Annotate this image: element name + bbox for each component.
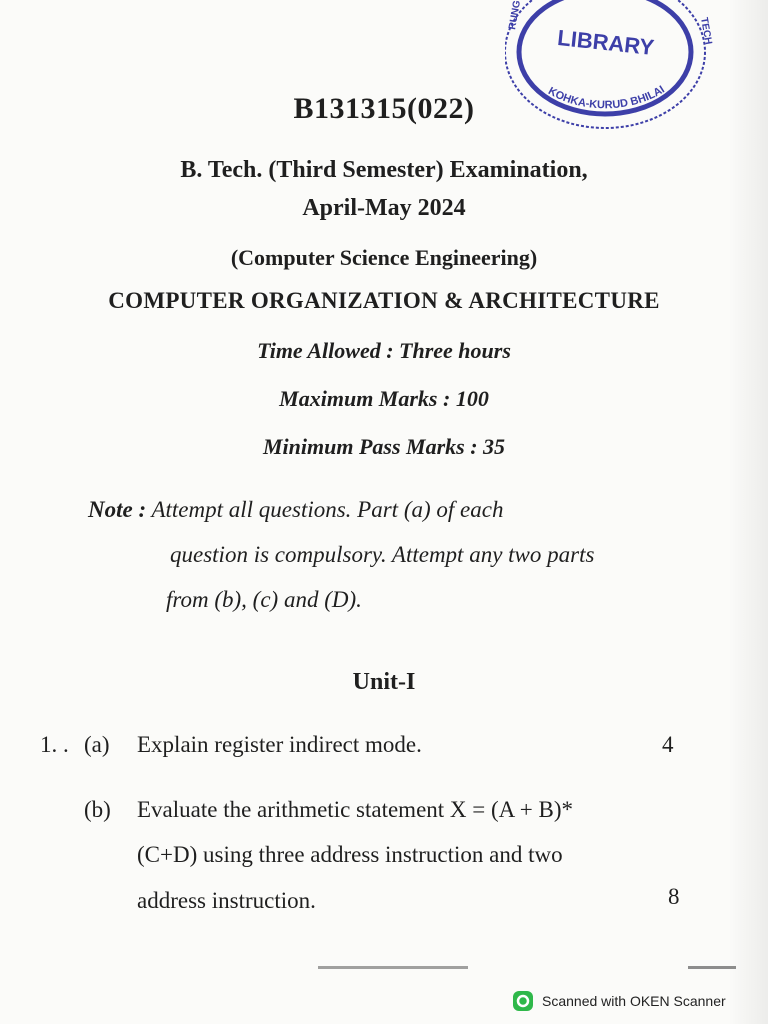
scanner-logo-icon	[512, 990, 534, 1012]
maximum-marks: Maximum Marks : 100	[279, 386, 489, 411]
exam-title-line1: B. Tech. (Third Semester) Examination,	[180, 157, 588, 183]
stamp-right-text: TECH	[698, 16, 714, 46]
minimum-pass-marks: Minimum Pass Marks : 35	[262, 434, 506, 459]
cut-off-text-fragment	[318, 965, 468, 971]
question-number: 1. .	[40, 732, 69, 757]
note-line-2: question is compulsory. Attempt any two parts	[170, 542, 595, 567]
cut-off-pto-fragment	[688, 965, 736, 971]
part-b-line-2: (C+D) using three address instruction and two	[137, 842, 563, 867]
part-b-marks: 8	[668, 884, 680, 909]
part-b-label: (b)	[84, 797, 111, 822]
scanner-watermark	[512, 987, 726, 1015]
scanner-text: Scanned with OKEN Scanner	[542, 993, 726, 1009]
subject-title: COMPUTER ORGANIZATION & ARCHITECTURE	[108, 288, 660, 313]
note-label: Note :	[88, 497, 147, 522]
part-b-line-3: address instruction.	[137, 888, 316, 913]
part-a-text: Explain register indirect mode.	[137, 732, 422, 757]
scan-shadow	[728, 0, 768, 1024]
unit-heading: Unit-I	[352, 669, 416, 695]
part-b-line-1: Evaluate the arithmetic statement X = (A + B)*	[137, 797, 573, 822]
stamp-left-text: RUNG	[507, 0, 524, 31]
part-a-marks: 4	[662, 732, 674, 757]
department: (Computer Science Engineering)	[230, 245, 538, 270]
note-line-1: Attempt all questions. Part (a) of each	[151, 497, 504, 522]
paper-code: B131315(022)	[293, 92, 475, 125]
time-allowed: Time Allowed : Three hours	[257, 338, 511, 363]
note-line-3: from (b), (c) and (D).	[166, 587, 362, 612]
stamp-ring-text: KOHKA-KURUD BHILAI	[546, 83, 667, 112]
part-a-label: (a)	[84, 732, 110, 757]
stamp-center-text: LIBRARY	[556, 25, 656, 61]
exam-title-line2: April-May 2024	[302, 195, 466, 221]
